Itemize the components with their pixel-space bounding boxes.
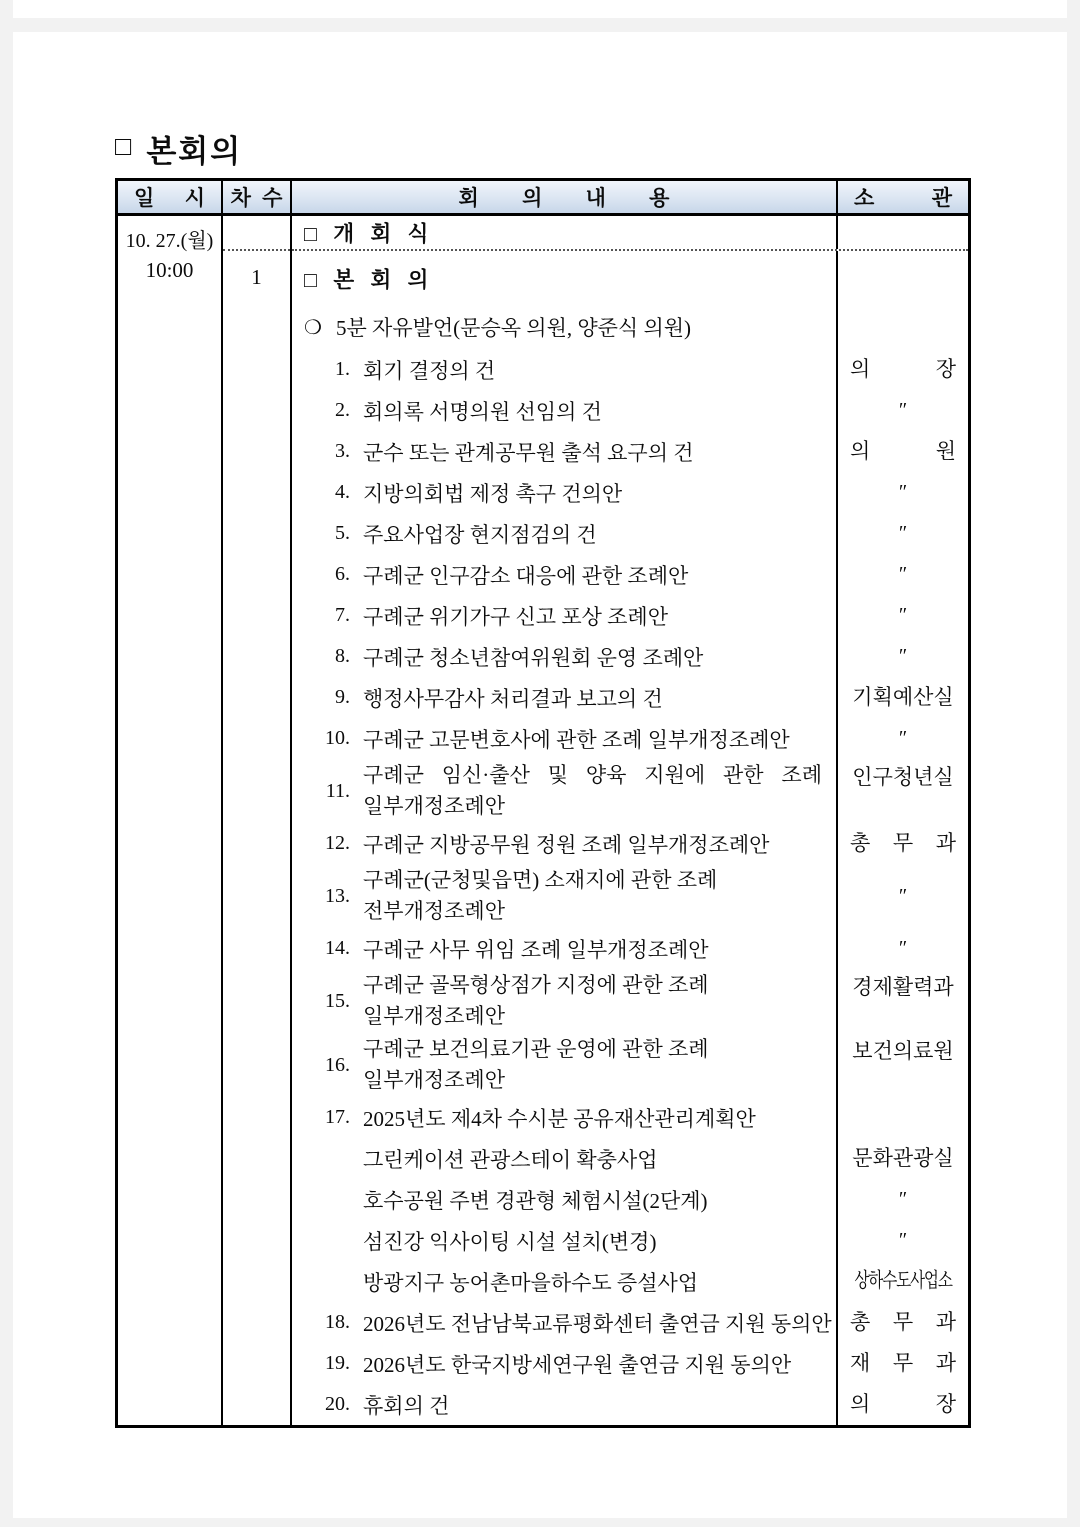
row-number: 20.	[325, 1393, 350, 1415]
ditto-mark: ″	[898, 727, 908, 749]
table-row	[292, 1302, 968, 1343]
row-number: 13.	[325, 884, 350, 907]
row-text: 섬진강 익사이팅 시설 설치(변경)	[363, 1229, 657, 1254]
row-content	[292, 1220, 836, 1261]
table-row	[292, 864, 968, 928]
row-text: □ 본 회 의	[304, 267, 430, 292]
row-jurisdiction	[836, 1261, 968, 1302]
row-number: 5.	[335, 522, 350, 544]
table-header-row	[118, 181, 968, 216]
row-content	[292, 216, 836, 249]
jurisdiction-label: 의 장	[850, 1392, 956, 1417]
jurisdiction-label: 인구청년실	[852, 765, 954, 789]
row-text	[363, 865, 836, 927]
ditto-mark: ″	[898, 563, 908, 585]
ditto-mark: ″	[898, 645, 908, 667]
ditto-mark: ″	[898, 937, 908, 959]
row-text: 2026년도 한국지방세연구원 출연금 지원 동의안	[363, 1352, 792, 1377]
row-text	[363, 970, 836, 1032]
row-text: 구례군 인구감소 대응에 관한 조례안	[363, 563, 689, 588]
table-row	[292, 928, 968, 969]
table-row	[292, 1220, 968, 1261]
row-text-line2: 일부개정조례안	[363, 1068, 506, 1092]
row-text-line1: 구례군 골목형상점가 지정에 관한 조례	[363, 973, 709, 997]
row-jurisdiction	[836, 718, 968, 759]
row-jurisdiction	[836, 1302, 968, 1343]
row-content	[292, 554, 836, 595]
row-number: 19.	[325, 1352, 350, 1374]
page-title-text: 본회의	[146, 134, 243, 169]
row-text-line1: 구례군(군청및읍면) 소재지에 관한 조례	[363, 868, 718, 892]
row-number: 15.	[325, 989, 350, 1012]
row-jurisdiction	[836, 1033, 968, 1097]
circle-bullet-icon: ❍	[304, 316, 322, 339]
table-row	[292, 636, 968, 677]
table-row	[292, 305, 968, 349]
table-row	[292, 1097, 968, 1138]
row-text: 구례군 사무 위임 조례 일부개정조례안	[363, 937, 709, 962]
row-content	[292, 823, 836, 864]
row-jurisdiction	[836, 349, 968, 390]
row-number: 7.	[335, 604, 350, 626]
row-text	[363, 1034, 836, 1096]
row-jurisdiction	[836, 928, 968, 969]
meeting-date: 10. 27.(월)	[125, 230, 214, 252]
row-text: 구례군 청소년참여위원회 운영 조례안	[363, 645, 704, 670]
row-number: 6.	[335, 563, 350, 585]
row-jurisdiction	[836, 1097, 968, 1138]
row-text	[363, 760, 836, 822]
row-number: 18.	[325, 1311, 350, 1333]
row-jurisdiction	[836, 1138, 968, 1179]
session-number: 1	[251, 265, 262, 289]
table-row-opening	[292, 216, 968, 251]
row-content	[292, 1261, 836, 1302]
table-row	[292, 1343, 968, 1384]
header-jurisdiction-label: 소 관	[854, 186, 952, 210]
ditto-mark: ″	[898, 884, 908, 907]
row-text: 구례군 지방공무원 정원 조례 일부개정조례안	[363, 832, 770, 857]
jurisdiction-label: 총 무 과	[850, 1310, 956, 1335]
row-jurisdiction	[836, 864, 968, 928]
row-text: 주요사업장 현지점검의 건	[363, 522, 597, 547]
row-number: 9.	[335, 686, 350, 708]
row-jurisdiction	[836, 472, 968, 513]
row-text: 회의록 서명의원 선임의 건	[363, 399, 602, 424]
row-jurisdiction	[836, 216, 968, 249]
row-text: 호수공원 주변 경관형 체험시설(2단계)	[363, 1188, 708, 1213]
table-row	[292, 431, 968, 472]
table-row	[292, 1179, 968, 1220]
row-jurisdiction	[836, 431, 968, 472]
jurisdiction-label: 총 무 과	[850, 831, 956, 856]
jurisdiction-label: 의 장	[850, 357, 956, 382]
row-content	[292, 718, 836, 759]
header-session-label: 차 수	[230, 186, 283, 210]
row-content	[292, 1302, 836, 1343]
jurisdiction-label: 문화관광실	[852, 1146, 954, 1171]
row-content	[292, 1138, 836, 1179]
table-row	[292, 390, 968, 431]
row-jurisdiction	[836, 759, 968, 823]
row-content	[292, 1097, 836, 1138]
table-row	[292, 1138, 968, 1179]
table-row	[292, 677, 968, 718]
row-jurisdiction	[836, 390, 968, 431]
table-row	[292, 1033, 968, 1097]
row-number: 8.	[335, 645, 350, 667]
row-text: 구례군 고문변호사에 관한 조례 일부개정조례안	[363, 727, 790, 752]
row-content	[292, 1343, 836, 1384]
row-jurisdiction	[836, 677, 968, 718]
ditto-mark: ″	[898, 1229, 908, 1251]
row-text-line2: 일부개정조례안	[363, 1004, 506, 1028]
row-number: 12.	[325, 832, 350, 854]
agenda-rows	[292, 251, 968, 1425]
row-text: 2025년도 제4차 수시분 공유재산관리계획안	[363, 1106, 756, 1131]
row-jurisdiction	[836, 1220, 968, 1261]
ditto-mark: ″	[898, 1188, 908, 1210]
table-row	[292, 472, 968, 513]
table-row	[292, 823, 968, 864]
row-jurisdiction	[836, 1179, 968, 1220]
row-number: 14.	[325, 937, 350, 959]
row-number: 16.	[325, 1053, 350, 1076]
header-datetime	[118, 181, 223, 213]
table-row	[292, 554, 968, 595]
row-number: 4.	[335, 481, 350, 503]
table-row	[292, 718, 968, 759]
content-column	[292, 216, 968, 1425]
header-content-label: 회 의 내 용	[458, 186, 670, 210]
header-session	[223, 181, 292, 213]
table-row	[292, 349, 968, 390]
row-content	[292, 251, 836, 305]
header-jurisdiction	[838, 181, 968, 213]
table-row	[292, 759, 968, 823]
row-content	[292, 1033, 836, 1097]
row-number: 17.	[325, 1106, 350, 1128]
datetime-cell	[118, 216, 223, 1425]
row-content	[292, 305, 836, 349]
row-number: 3.	[335, 440, 350, 462]
row-content	[292, 759, 836, 823]
agenda-table	[115, 178, 971, 1428]
row-content	[292, 513, 836, 554]
row-text: □ 개 회 식	[304, 222, 430, 246]
jurisdiction-label: 의 원	[850, 439, 956, 464]
session-cell	[223, 216, 292, 1425]
row-content	[292, 1179, 836, 1220]
row-text-line1: 구례군 보건의료기관 운영에 관한 조례	[363, 1037, 709, 1061]
ditto-mark: ″	[898, 399, 908, 421]
row-content	[292, 969, 836, 1033]
row-jurisdiction	[836, 595, 968, 636]
row-text: 군수 또는 관계공무원 출석 요구의 건	[363, 440, 694, 465]
ditto-mark: ″	[898, 481, 908, 503]
row-content	[292, 677, 836, 718]
row-content	[292, 1384, 836, 1425]
row-text-line2: 전부개정조례안	[363, 899, 506, 923]
page-title	[115, 126, 242, 171]
row-text: 지방의회법 제정 촉구 건의안	[363, 481, 623, 506]
jurisdiction-label: 기획예산실	[852, 685, 954, 710]
row-jurisdiction	[836, 513, 968, 554]
row-number: 11.	[325, 779, 350, 802]
table-row	[292, 513, 968, 554]
row-content	[292, 636, 836, 677]
previous-page-edge	[13, 0, 1067, 18]
row-text: 회기 결정의 건	[363, 358, 496, 383]
table-row	[292, 251, 968, 305]
table-row	[292, 1384, 968, 1425]
row-text: 구례군 위기가구 신고 포상 조례안	[363, 604, 669, 629]
row-text: 휴회의 건	[363, 1393, 450, 1418]
row-content	[292, 864, 836, 928]
table-row	[292, 969, 968, 1033]
row-content	[292, 349, 836, 390]
row-content	[292, 390, 836, 431]
meeting-time: 10:00	[145, 258, 194, 282]
jurisdiction-label: 보건의료원	[852, 1039, 954, 1063]
row-jurisdiction	[836, 969, 968, 1033]
row-number: 2.	[335, 399, 350, 421]
ditto-mark: ″	[898, 604, 908, 626]
row-number: 10.	[325, 727, 350, 749]
row-text: 그린케이션 관광스테이 확충사업	[363, 1147, 658, 1172]
title-square-icon: □	[115, 131, 132, 161]
session-empty-cell	[223, 216, 290, 251]
row-content	[292, 928, 836, 969]
row-jurisdiction	[836, 251, 968, 305]
row-jurisdiction	[836, 636, 968, 677]
row-number: 1.	[335, 358, 350, 380]
ditto-mark: ″	[898, 522, 908, 544]
row-text: 행정사무감사 처리결과 보고의 건	[363, 686, 663, 711]
row-text: 5분 자유발언(문승옥 의원, 양준식 의원)	[336, 316, 692, 340]
row-text-line1: 구례군 임신·출산 및 양육 지원에 관한 조례	[363, 763, 822, 787]
row-jurisdiction	[836, 554, 968, 595]
row-jurisdiction	[836, 305, 968, 349]
row-text: 2026년도 전남남북교류평화센터 출연금 지원 동의안	[363, 1311, 832, 1336]
jurisdiction-label: 재 무 과	[850, 1351, 956, 1376]
table-row	[292, 595, 968, 636]
jurisdiction-label: 경제활력과	[852, 975, 954, 999]
row-content	[292, 595, 836, 636]
row-content	[292, 472, 836, 513]
row-content	[292, 431, 836, 472]
header-datetime-label: 일 시	[134, 186, 205, 210]
header-content	[292, 181, 838, 213]
table-body	[118, 216, 968, 1425]
row-jurisdiction	[836, 1384, 968, 1425]
jurisdiction-label: 상하수도사업소	[854, 1269, 952, 1292]
row-jurisdiction	[836, 823, 968, 864]
row-jurisdiction	[836, 1343, 968, 1384]
row-text: 방광지구 농어촌마을하수도 증설사업	[363, 1270, 699, 1295]
row-text-line2: 일부개정조례안	[363, 794, 506, 818]
document-page	[13, 32, 1067, 1518]
table-row	[292, 1261, 968, 1302]
